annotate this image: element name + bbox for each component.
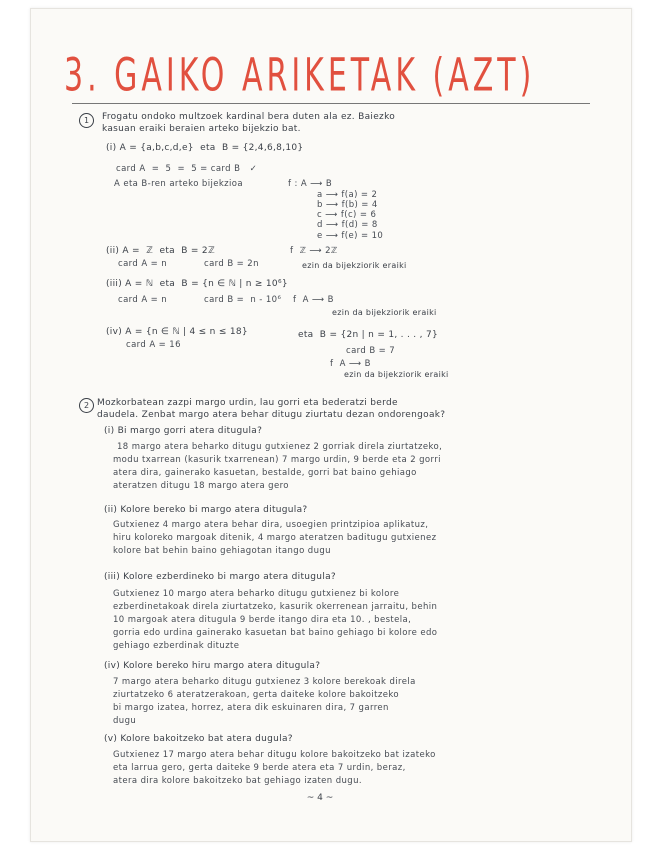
ex1-intro-line-1: Frogatu ondoko multzoek kardinal bera duten ala ez. Baiezko [102,112,396,122]
ex2-iii-line-0: Gutxienez 10 margo atera beharko ditugu gutxienez bi kolore [113,589,400,599]
ex1-i-map-1: a ⟶ f(a) = 2 [317,190,378,200]
ex2-intro-line-2: daudela. Zenbat margo atera behar ditugu ziurtatu dezan ondorengoak? [97,410,446,420]
ex2-v-line-0: Gutxienez 17 margo atera behar ditugu kolore bakoitzeko bat izateko [113,750,436,760]
ex1-iv-heading: (iv) A = {n ∈ ℕ | 4 ≤ n ≤ 18} [106,327,248,337]
ex1-iv-heading-b: eta B = {2n | n = 1, . . . , 7} [298,330,439,340]
ex2-iii-line-2: 10 margoak atera ditugula 9 berde itango dira eta 10. , bestela, [113,615,412,625]
ex1-i-map-2: b ⟶ f(b) = 4 [317,200,378,210]
ex1-i-card: card A = 5 = 5 = card B ✓ [116,164,258,174]
ex2-iii-line-4: gehiago ezberdinak dituzte [113,641,240,651]
ex2-iii-heading: (iii) Kolore ezberdineko bi margo atera ditugula? [104,572,337,582]
ex2-iv-line-2: bi margo izatea, horrez, atera dik eskuinaren dira, 7 garren [113,703,389,713]
ex2-v-heading: (v) Kolore bakoitzeko bat atera dugula? [104,734,293,744]
ex1-intro-line-2: kasuan eraiki beraien arteko bijekzio bat. [102,124,301,134]
exercise-1-number: 1 [79,113,94,128]
ex2-iv-line-3: dugu [113,716,137,726]
ex1-ii-map: f ℤ ⟶ 2ℤ [290,246,338,256]
ex1-iii-card-b: card B = n - 10⁶ [204,295,282,305]
ex2-intro-line-1: Mozkorbatean zazpi margo urdin, lau gorri eta bederatzi berde [97,398,398,408]
ex2-ii-heading: (ii) Kolore bereko bi margo atera ditugula? [104,505,308,515]
ex2-v-line-1: eta larrua gero, gerta daiteke 9 berde atera eta 7 urdin, beraz, [113,763,406,773]
ex1-ii-heading: (ii) A = ℤ eta B = 2ℤ [106,246,215,256]
ex2-iv-heading: (iv) Kolore bereko hiru margo atera ditugula? [104,661,321,671]
ex2-i-line-3: ateratzen ditugu 18 margo atera gero [113,481,289,491]
ex1-i-map-3: c ⟶ f(c) = 6 [317,210,377,220]
ex2-ii-line-2: kolore bat behin baino gehiagotan itango dugu [113,546,331,556]
ex2-i-line-0: 18 margo atera beharko ditugu gutxienez 2 gorriak direla ziurtatzeko, [117,442,443,452]
ex2-i-line-2: atera dira, gainerako kasuetan, bestalde, gorri bat baino gehiago [113,468,417,478]
page-number: ~ 4 ~ [306,793,334,803]
ex1-i-bijection-label: A eta B-ren arteko bijekzioa [114,179,244,189]
ex2-i-heading: (i) Bi margo gorri atera ditugula? [104,426,263,436]
ex2-i-line-1: modu txarrean (kasurik txarrenean) 7 margo urdin, 9 berde eta 2 gorri [113,455,441,465]
ex1-i-map-4: d ⟶ f(d) = 8 [317,220,378,230]
ex2-ii-line-0: Gutxienez 4 margo atera behar dira, usoegien printzipioa aplikatuz, [113,520,429,530]
ex1-iv-map: f A ⟶ B [330,359,371,369]
ex1-iv-card-b: card B = 7 [346,346,396,356]
title-divider [72,103,590,104]
ex1-ii-note: ezin da bijekziorik eraiki [302,261,407,270]
ex1-iii-card-a: card A = n [118,295,168,305]
ex2-ii-line-1: hiru koloreko margoak ditenik, 4 margo ateratzen baditugu gutxienez [113,533,437,543]
ex2-iv-line-0: 7 margo atera beharko ditugu gutxienez 3 kolore berekoak direla [113,677,416,687]
ex1-iii-note: ezin da bijekziorik eraiki [332,308,437,317]
ex1-iv-card-a: card A = 16 [126,340,181,350]
ex1-i-map-0: f : A ⟶ B [288,179,333,189]
ex1-i-heading: (i) A = {a,b,c,d,e} eta B = {2,4,6,8,10} [106,143,304,153]
ex2-iv-line-1: ziurtatzeko 6 ateratzerakoan, gerta daiteke kolore bakoitzeko [113,690,400,700]
ex2-iii-line-1: ezberdinetakoak direla ziurtatzeko, kasurik okerrenean jarraitu, behin [113,602,438,612]
ex1-iv-note: ezin da bijekziorik eraiki [344,370,449,379]
ex1-ii-card-a: card A = n [118,259,168,269]
ex1-iii-map: f A ⟶ B [293,295,334,305]
ex1-ii-card-b: card B = 2n [204,259,259,269]
page-title: 3. GAIKO ARIKETAK (AZT) [64,50,536,103]
ex1-iii-heading: (iii) A = ℕ eta B = {n ∈ ℕ | n ≥ 10⁶} [106,279,288,289]
ex2-iii-line-3: gorria edo urdina gainerako kasuetan bat baino gehiago bi kolore edo [113,628,438,638]
ex2-v-line-2: atera dira kolore bakoitzeko bat gehiago izaten dugu. [113,776,362,786]
ex1-i-map-5: e ⟶ f(e) = 10 [317,231,384,241]
exercise-2-number: 2 [79,398,94,413]
